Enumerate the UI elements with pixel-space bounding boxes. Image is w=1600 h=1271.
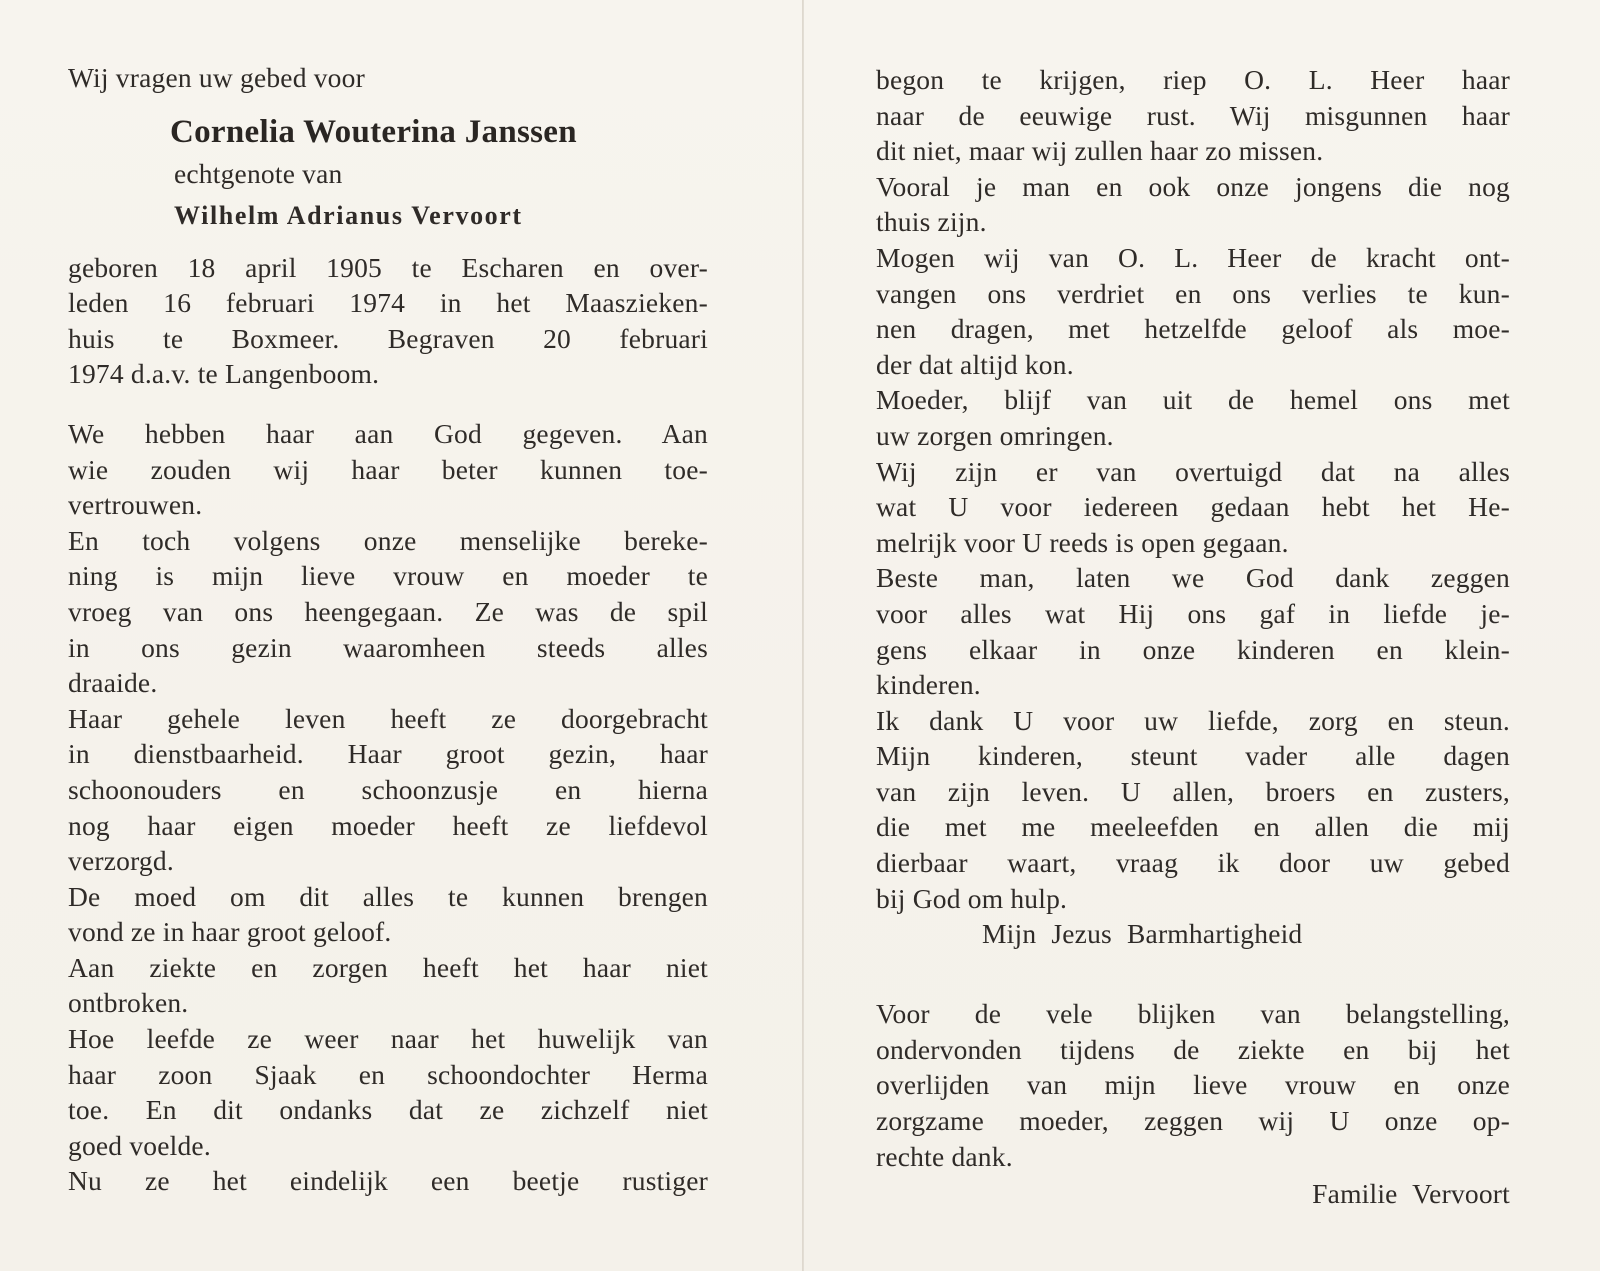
text-line: der dat altijd kon.: [876, 348, 1074, 380]
text-line: kinderen.: [876, 669, 981, 701]
prayer-request-intro: Wij vragen uw gebed voor: [68, 62, 365, 93]
text-line: schoonouders en schoonzusje en hierna: [68, 773, 708, 805]
bio-line: 1974 d.a.v. te Langenboom.: [68, 358, 380, 390]
text-line: melrijk voor U reeds is open gegaan.: [876, 526, 1289, 558]
text-line: vroeg van ons heengegaan. Ze was de spil: [68, 595, 708, 627]
text-line: Vooral je man en ook onze jongens die nog: [876, 170, 1510, 202]
text-line: wie zouden wij haar beter kunnen toe-: [68, 453, 708, 485]
text-line: nog haar eigen moeder heeft ze liefdevol: [68, 809, 708, 841]
text-line: En toch volgens onze menselijke bereke-: [68, 524, 708, 556]
text-line: begon te krijgen, riep O. L. Heer haar: [876, 64, 1510, 95]
thanks-text: [876, 996, 1510, 1174]
motto: Mijn Jezus Barmhartigheid: [982, 918, 1303, 950]
text-line: Mogen wij van O. L. Heer de kracht ont-: [876, 241, 1510, 273]
text-line: draaide.: [68, 667, 158, 699]
left-panel: [68, 60, 708, 1199]
text-line: Mijn kinderen, steunt vader alle dagen: [876, 740, 1510, 772]
text-line: We hebben haar aan God gegeven. Aan: [68, 417, 708, 449]
text-line: dit niet, maar wij zullen haar zo missen.: [876, 135, 1324, 167]
text-line: in ons gezin waaromheen steeds alles: [68, 631, 708, 663]
text-line: uw zorgen omringen.: [876, 419, 1114, 451]
text-line: nen dragen, met hetzelfde geloof als moe-: [876, 313, 1510, 345]
biography: [68, 250, 708, 392]
text-line: Moeder, blijf van uit de hemel ons met: [876, 384, 1510, 416]
spouse-prefix: echtgenote van: [174, 157, 343, 189]
card-fold-line: [802, 0, 804, 1271]
text-line: ning is mijn lieve vrouw en moeder te: [68, 560, 708, 592]
text-line: vertrouwen.: [68, 489, 203, 521]
text-line: Hoe leefde ze weer naar het huwelijk van: [68, 1023, 708, 1055]
left-body-text: [68, 416, 708, 1199]
family-signature: Familie Vervoort: [1312, 1178, 1510, 1210]
text-line: Ik dank U voor uw liefde, zorg en steun.: [876, 704, 1510, 736]
text-line: Aan ziekte en zorgen heeft het haar niet: [68, 951, 708, 983]
text-line: die met me meeleefden en allen die mij: [876, 811, 1510, 843]
text-line: haar zoon Sjaak en schoondochter Herma: [68, 1058, 708, 1090]
text-line: in dienstbaarheid. Haar groot gezin, haar: [68, 738, 708, 770]
text-line: Nu ze het eindelijk een beetje rustiger: [68, 1165, 708, 1197]
text-line: verzorgd.: [68, 845, 174, 877]
text-line: voor alles wat Hij ons gaf in liefde je-: [876, 597, 1510, 629]
right-panel: [876, 62, 1510, 1212]
deceased-name: Cornelia Wouterina Janssen: [170, 113, 577, 150]
text-line: van zijn leven. U allen, broers en zusters,: [876, 775, 1510, 807]
text-line: Haar gehele leven heeft ze doorgebracht: [68, 702, 708, 734]
text-line: wat U voor iedereen gedaan hebt het He-: [876, 491, 1510, 523]
text-line: thuis zijn.: [876, 206, 987, 238]
text-line: Wij zijn er van overtuigd dat na alles: [876, 455, 1510, 487]
text-line: ontbroken.: [68, 987, 189, 1019]
text-line: De moed om dit alles te kunnen brengen: [68, 880, 708, 912]
text-line: dierbaar waart, vraag ik door uw gebed: [876, 847, 1510, 879]
text-line: toe. En dit ondanks dat ze zichzelf niet: [68, 1094, 708, 1126]
thanks-line: ondervonden tijdens de ziekte en bij het: [876, 1033, 1510, 1065]
text-line: vond ze in haar groot geloof.: [68, 916, 392, 948]
text-line: vangen ons verdriet en ons verlies te kun-: [876, 277, 1510, 309]
bio-line: geboren 18 april 1905 te Escharen en over-: [68, 251, 708, 283]
thanks-line: overlijden van mijn lieve vrouw en onze: [876, 1069, 1510, 1101]
bio-line: leden 16 februari 1974 in het Maaszieken-: [68, 287, 708, 319]
thanks-line: zorgzame moeder, zeggen wij U onze op-: [876, 1105, 1510, 1137]
spouse-name: Wilhelm Adrianus Vervoort: [174, 200, 523, 230]
bio-line: huis te Boxmeer. Begraven 20 februari: [68, 322, 708, 354]
text-line: Beste man, laten we God dank zeggen: [876, 562, 1510, 594]
thanks-line: rechte dank.: [876, 1140, 1013, 1172]
right-body-text: [876, 62, 1510, 916]
text-line: bij God om hulp.: [876, 882, 1068, 914]
text-line: gens elkaar in onze kinderen en klein-: [876, 633, 1510, 665]
thanks-line: Voor de vele blijken van belangstelling,: [876, 998, 1510, 1030]
text-line: goed voelde.: [68, 1129, 211, 1161]
text-line: naar de eeuwige rust. Wij misgunnen haar: [876, 99, 1510, 131]
